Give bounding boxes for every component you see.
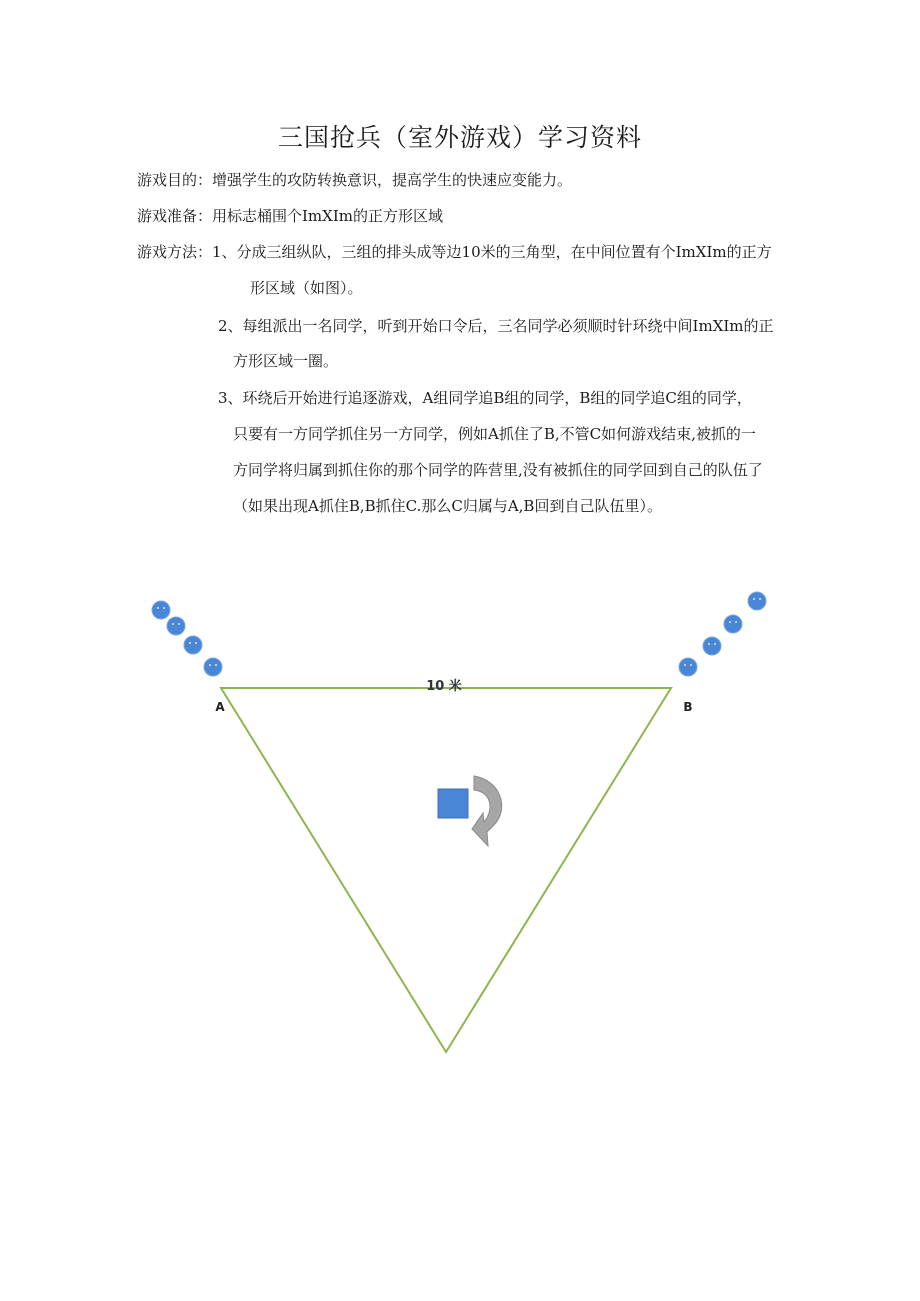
method-step3-line4: （如果出现A抓住B,B抓住C.那么C归属与A,B回到自己队伍里）。 — [233, 497, 662, 515]
player-icon — [204, 658, 222, 676]
method-step3-line2: 只要有一方同学抓住另一方同学，例如A抓住了B,不管C如何游戏结束,被抓的一 — [233, 425, 756, 443]
page-title: 三国抢兵（室外游戏）学习资料 — [277, 123, 642, 152]
method-step3-line1: 3、环绕后开始进行追逐游戏，A组同学追B组的同学，B组的同学追C组的同学， — [218, 389, 752, 407]
player-icon — [167, 617, 185, 635]
method-step1-line2: 形区域（如图）。 — [250, 279, 363, 297]
game-preparation: 游戏准备：用标志桶围个ImXIm的正方形区域 — [137, 207, 443, 225]
clockwise-arrow-icon — [472, 776, 502, 846]
triangle-field — [221, 688, 671, 1052]
team-a-players — [152, 601, 222, 676]
center-square — [438, 789, 468, 818]
player-icon — [703, 637, 721, 655]
player-icon — [679, 658, 697, 676]
method-step1-line1: 游戏方法：1、分成三组纵队，三组的排头成等边10米的三角型，在中间位置有个ImXIm的正方 — [137, 243, 772, 261]
player-icon — [724, 615, 742, 633]
distance-label: 10 米 — [426, 679, 462, 694]
player-icon — [152, 601, 170, 619]
method-step2-line2: 方形区域一圈。 — [233, 352, 339, 370]
team-b-players — [679, 592, 766, 676]
vertex-a-label: A — [215, 700, 225, 714]
player-icon — [748, 592, 766, 610]
method-step2-line1: 2、每组派出一名同学，听到开始口令后，三名同学必须顺时针环绕中间ImXIm的正 — [218, 317, 774, 335]
game-purpose: 游戏目的：增强学生的攻防转换意识，提高学生的快速应变能力。 — [137, 171, 573, 189]
player-icon — [184, 636, 202, 654]
vertex-b-label: B — [683, 700, 693, 714]
method-step3-line3: 方同学将归属到抓住你的那个同学的阵营里,没有被抓住的同学回到自己的队伍了 — [233, 461, 763, 479]
